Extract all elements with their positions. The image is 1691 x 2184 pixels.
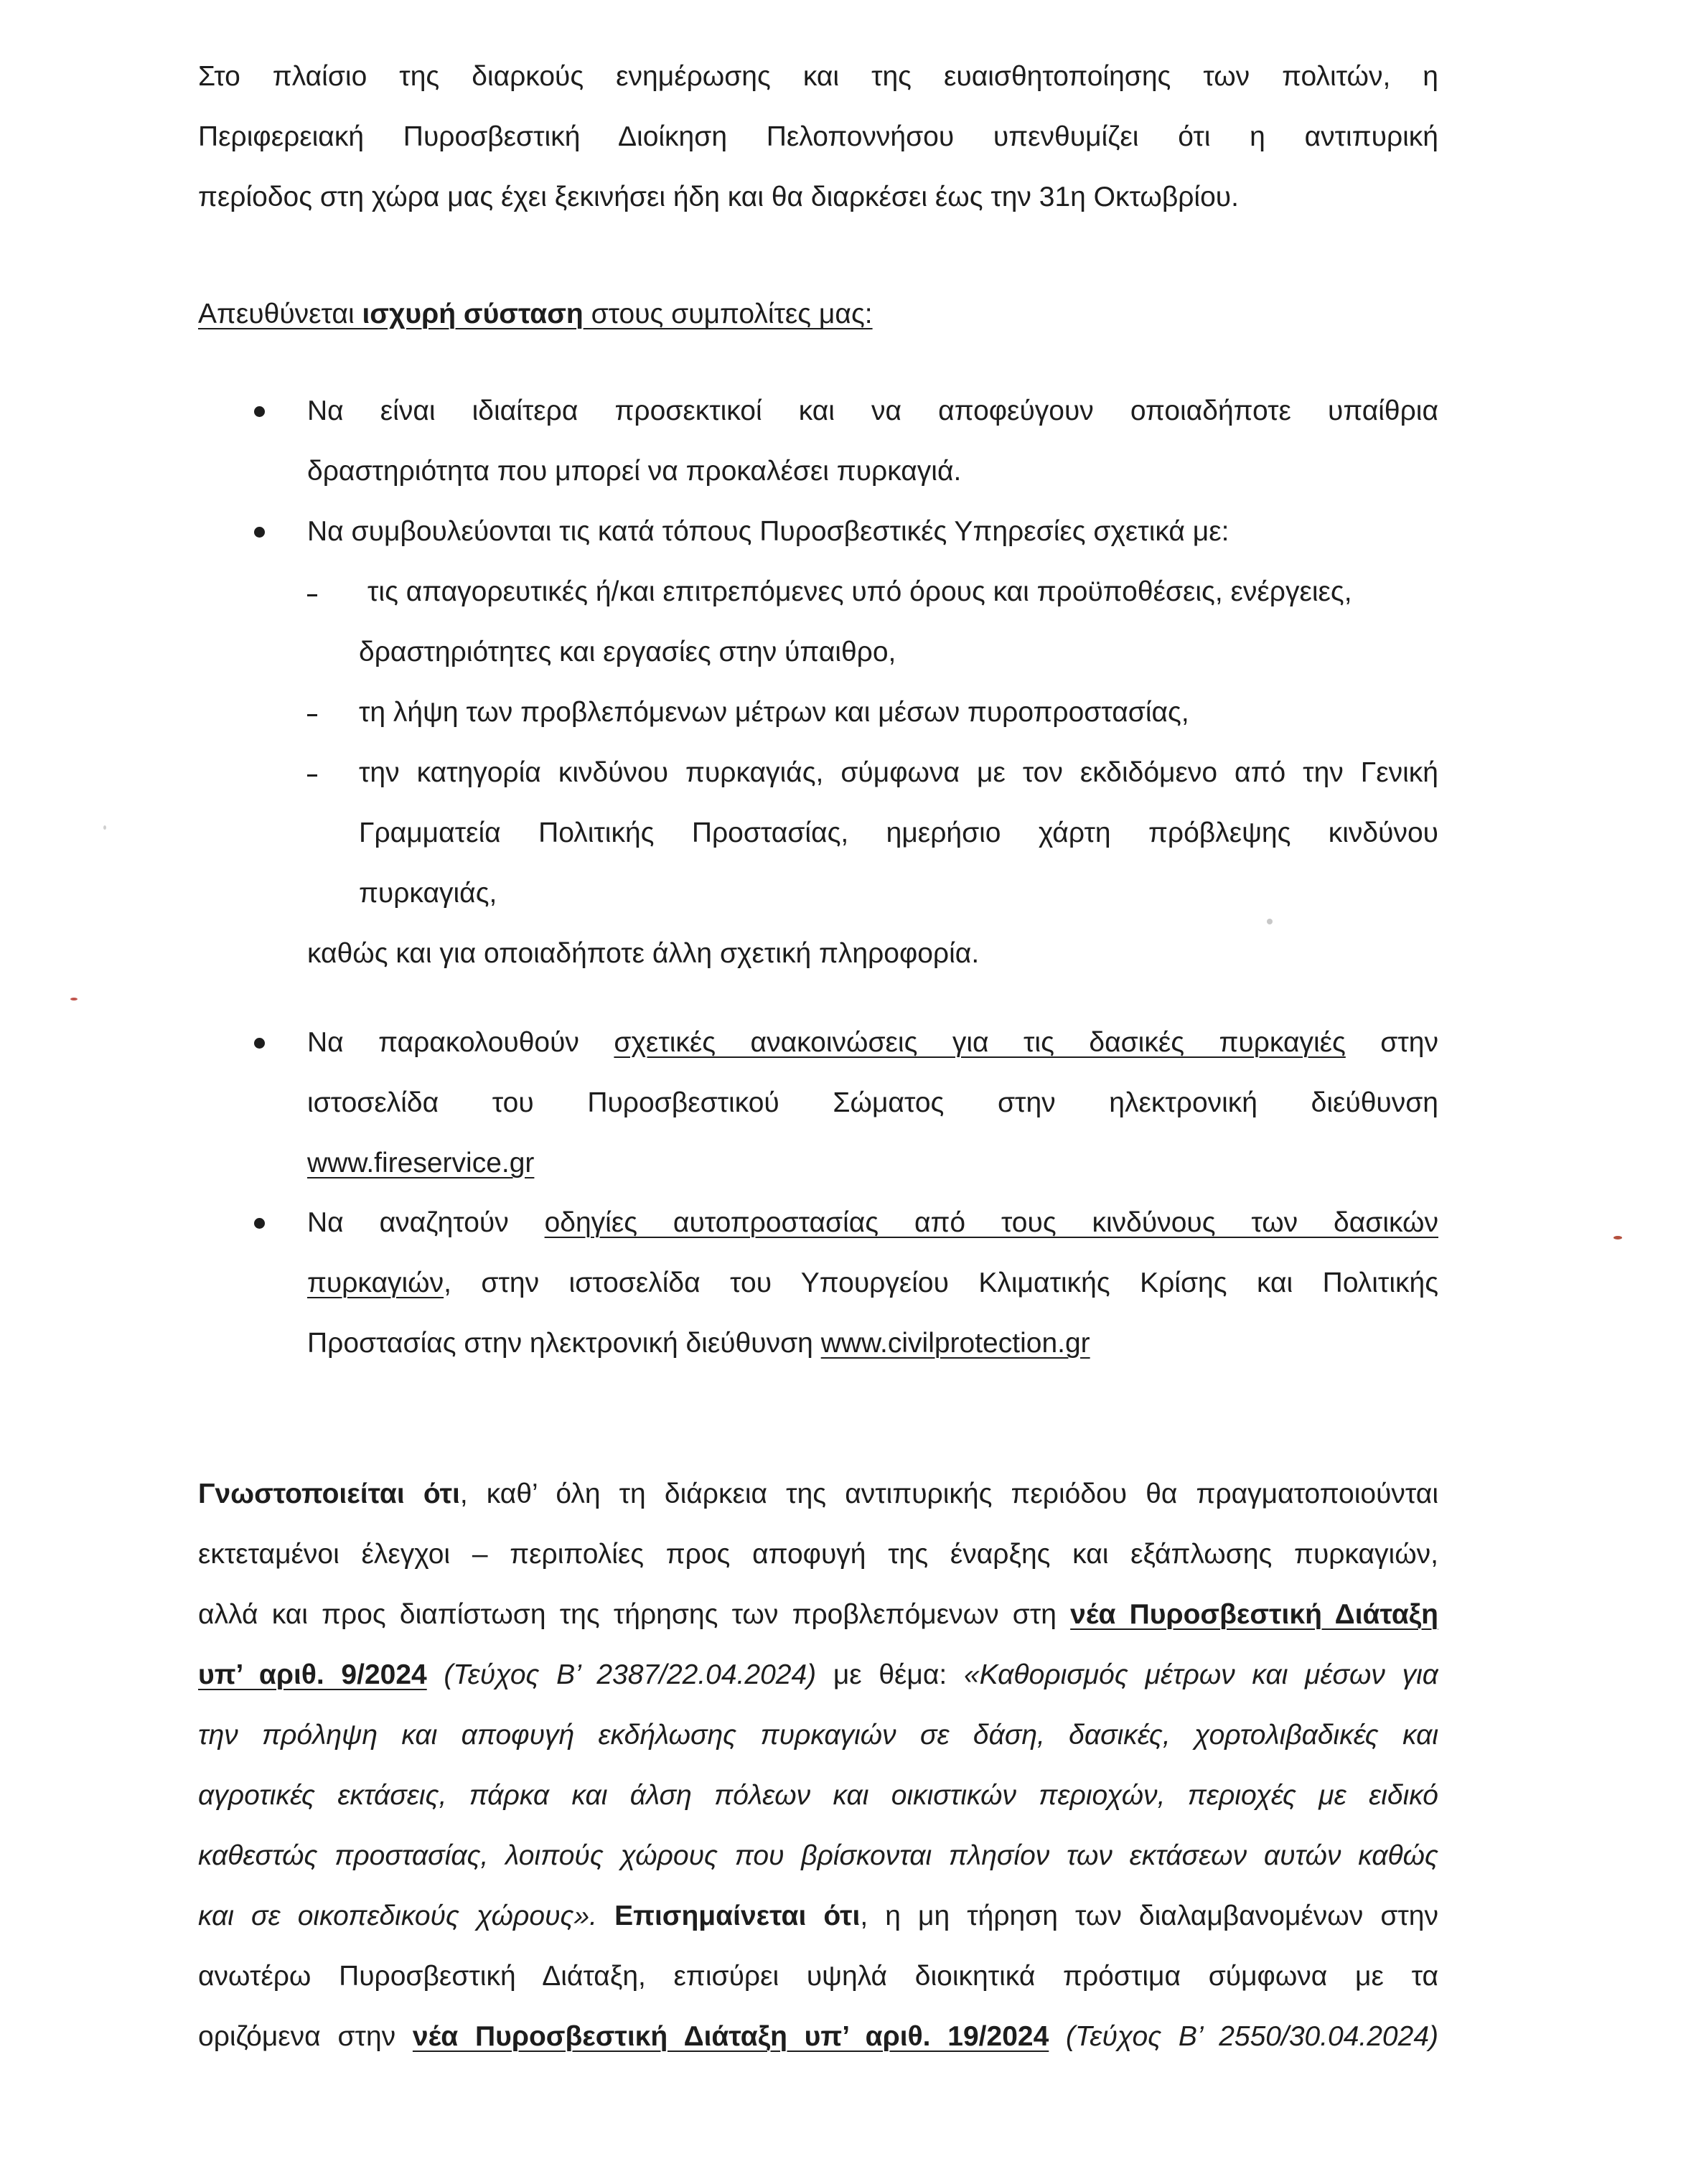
scan-speck [70, 998, 78, 1000]
self-protection-guidelines-link-cont[interactable]: πυρκαγιών [307, 1267, 444, 1298]
subitem-3-marker [307, 774, 317, 777]
scan-speck [1267, 919, 1273, 924]
subitem-2-line-1: τη λήψη των προβλεπόμενων μέτρων και μέσων πυροπροστασίας, [359, 697, 1189, 728]
notice-line-1-text: , καθ’ όλη τη διάρκεια της αντιπυρικής περιόδου θα πραγματοποιούνται [459, 1478, 1438, 1509]
intro-line-3: περίοδος στη χώρα μας έχει ξεκινήσει ήδη και θα διαρκέσει έως την 31η Οκτωβρίου. [198, 182, 1239, 212]
subitem-1 [359, 562, 1438, 683]
notice-line-2: εκτεταμένοι έλεγχοι – περιπολίες προς αποφυγή της έναρξης και εξάπλωσης πυρκαγιών, [198, 1539, 1438, 1570]
bullet-4-marker [254, 1218, 265, 1229]
recommendation-heading-line [198, 284, 1438, 345]
fire-ordinance-9-ref: νέα Πυροσβεστική Διάταξη [1070, 1599, 1438, 1630]
scan-speck [1613, 1236, 1622, 1239]
notice-paragraph [198, 1464, 1438, 2067]
self-protection-guidelines-link[interactable]: οδηγίες αυτοπροστασίας από τους κινδύνους των δασικών [544, 1207, 1438, 1238]
civilprotection-link[interactable]: www.civilprotection.gr [820, 1328, 1090, 1359]
notice-line-9: ανωτέρω Πυροσβεστική Διάταξη, επισύρει υψηλά διοικητικά πρόστιμα σύμφωνα με τα [198, 1961, 1438, 1992]
subitem-1-line-2: δραστηριότητες και εργασίες στην ύπαιθρο, [359, 637, 896, 667]
subitem-1-marker [307, 594, 317, 596]
notice-line-5: την πρόληψη και αποφυγή εκδήλωσης πυρκαγιών σε δάση, δασικές, χορτολιβαδικές και [198, 1720, 1438, 1751]
bullet-4-line-3 [307, 1313, 1438, 1374]
fire-announcements-link[interactable]: σχετικές ανακοινώσεις για τις δασικές πυρκαγιές [614, 1027, 1346, 1058]
intro-line-2: Περιφερειακή Πυροσβεστική Διοίκηση Πελοποννήσου υπενθυμίζει ότι η αντιπυρική [198, 121, 1438, 152]
bullet-4-line-1 [307, 1193, 1438, 1253]
notice-line-8-text: , η μη τήρηση των διαλαμβανομένων στην [860, 1901, 1438, 1931]
bullet-3-line-1 [307, 1013, 1438, 1073]
bullet-1-marker [254, 406, 265, 417]
bullet-4 [307, 1193, 1438, 1374]
ordinance-title-start: «Καθορισμός μέτρων και μέσων για [963, 1659, 1438, 1690]
notice-line-3 [198, 1585, 1438, 1645]
notice-line-4 [198, 1645, 1438, 1705]
bullet-4-text-3: Προστασίας στην ηλεκτρονική διεύθυνση [307, 1328, 821, 1359]
notice-lead: Γνωστοποιείται ότι [198, 1478, 460, 1509]
bullet-3-line-2: ιστοσελίδα του Πυροσβεστικού Σώματος στην ηλεκτρονική διεύθυνση [307, 1087, 1438, 1118]
recommendation-heading [198, 284, 1438, 345]
intro-paragraph [198, 47, 1438, 228]
fire-ordinance-9-number: υπ’ αριθ. 9/2024 [198, 1659, 427, 1690]
gazette-ref-1: (Τεύχος Β’ 2387/22.04.2024) [426, 1659, 817, 1690]
heading-emphasis: ισχυρή σύσταση [362, 299, 584, 329]
subitem-1-line-1: τις απαγορευτικές ή/και επιτρεπόμενες υπό όρους και προϋποθέσεις, ενέργειες, [367, 576, 1352, 607]
bullet-3-line-3 [307, 1133, 1438, 1194]
notice-line-7: καθεστώς προστασίας, λοιπούς χώρους που βρίσκονται πλησίον των εκτάσεων αυτών καθώς [198, 1840, 1438, 1871]
notice-line-1 [198, 1464, 1438, 1524]
subitem-3 [359, 743, 1438, 924]
notice-line-6: αγροτικές εκτάσεις, πάρκα και άλση πόλεων και οικιστικών περιοχών, περιοχές με ειδικό [198, 1780, 1438, 1811]
ordinance-title-end: και σε οικοπεδικούς χώρους». [198, 1901, 598, 1931]
notice-line-10-text: οριζόμενα στην [198, 2021, 413, 2052]
intro-line-1: Στο πλαίσιο της διαρκούς ενημέρωσης και της ευαισθητοποίησης των πολιτών, η [198, 61, 1438, 92]
bullet-1-line-1: Να είναι ιδιαίτερα προσεκτικοί και να αποφεύγουν οποιαδήποτε υπαίθρια [307, 395, 1438, 426]
bullet-2-line-1: Να συμβουλεύονται τις κατά τόπους Πυροσβεστικές Υπηρεσίες σχετικά με: [307, 516, 1229, 547]
gazette-ref-2: (Τεύχος Β’ 2550/30.04.2024) [1049, 2021, 1438, 2052]
bullet-4-text-1: Να αναζητούν [307, 1207, 545, 1238]
bullet-3 [307, 1013, 1438, 1194]
notice-line-10 [198, 2007, 1438, 2067]
subitem-3-line-2: Γραμματεία Πολιτικής Προστασίας, ημερήσιο χάρτη πρόβλεψης κινδύνου [359, 817, 1438, 848]
bullet-2-closing-line: καθώς και για οποιαδήποτε άλλη σχετική πληροφορία. [307, 938, 980, 969]
subitem-2-marker [307, 714, 317, 716]
heading-text-2: στους συμπολίτες μας: [583, 299, 873, 329]
notice-emphasis: Επισημαίνεται ότι [597, 1901, 861, 1931]
subitem-2 [359, 683, 1438, 743]
subitem-3-line-1: την κατηγορία κινδύνου πυρκαγιάς, σύμφωνα με τον εκδιδόμενο από την Γενική [359, 757, 1438, 788]
subitem-3-line-3: πυρκαγιάς, [359, 878, 497, 909]
notice-line-8 [198, 1886, 1438, 1946]
notice-line-3-text: αλλά και προς διαπίστωση της τήρησης των προβλεπόμενων στη [198, 1599, 1071, 1630]
bullet-3-marker [254, 1038, 265, 1049]
bullet-4-line-2 [307, 1253, 1438, 1313]
bullet-3-text-2: στην [1345, 1027, 1438, 1058]
bullet-1 [307, 381, 1438, 502]
heading-text-1: Απευθύνεται [198, 299, 362, 329]
scan-speck [103, 825, 106, 830]
bullet-2 [307, 502, 1438, 562]
bullet-3-text-1: Να παρακολουθούν [307, 1027, 614, 1058]
fireservice-link[interactable]: www.fireservice.gr [307, 1148, 535, 1178]
bullet-4-text-2: , στην ιστοσελίδα του Υπουργείου Κλιματικής Κρίσης και Πολιτικής [444, 1267, 1438, 1298]
notice-line-4-text: με θέμα: [816, 1659, 964, 1690]
fire-ordinance-19-ref: νέα Πυροσβεστική Διάταξη υπ’ αριθ. 19/2024 [412, 2021, 1049, 2052]
bullet-2-closing [307, 924, 1438, 984]
bullet-1-line-2: δραστηριότητα που μπορεί να προκαλέσει πυρκαγιά. [307, 456, 962, 487]
bullet-2-marker [254, 527, 265, 538]
